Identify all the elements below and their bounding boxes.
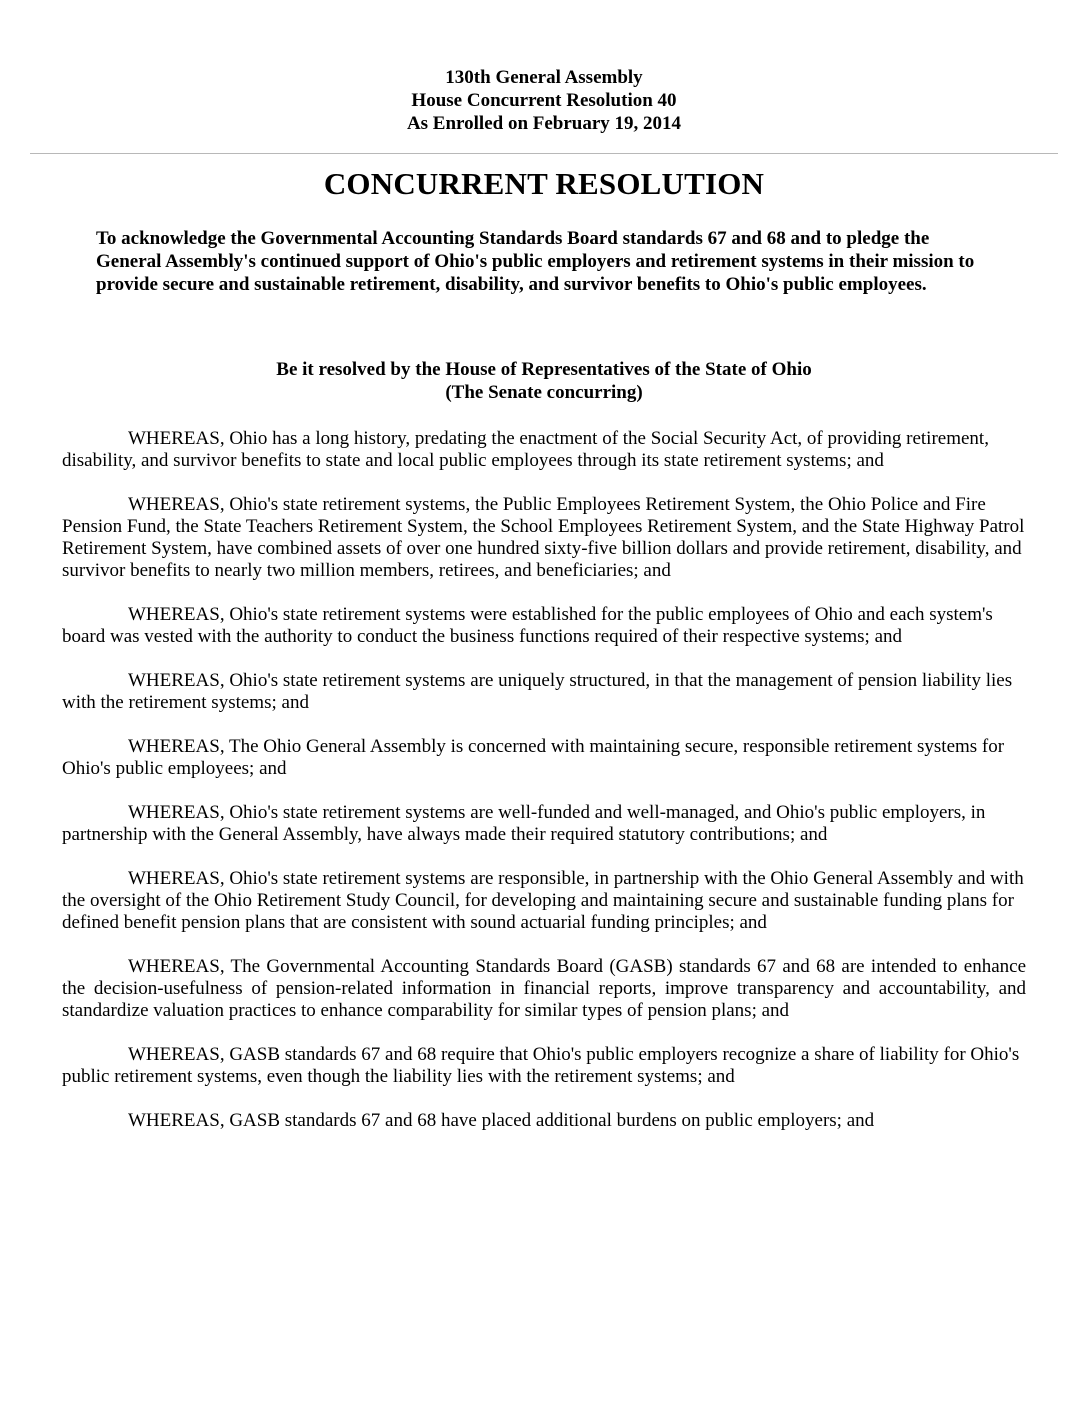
whereas-clause: WHEREAS, Ohio's state retirement systems are responsible, in partnership with the Ohio General Assembly and with the oversight of the Ohio Retirement Study Council, for developing and maintaining secure and sustainable funding plans for defined benefit pension plans that are consistent with sound actuarial funding principles; and [62,868,1024,933]
document-header [0,66,1088,135]
whereas-clause: WHEREAS, The Ohio General Assembly is concerned with maintaining secure, responsible retirement systems for Ohio's public employees; and [62,736,1005,779]
resolution-number: House Concurrent Resolution 40 [411,90,677,111]
senate-concurring-line: (The Senate concurring) [445,382,643,403]
whereas-clause: WHEREAS, Ohio's state retirement systems are well-funded and well-managed, and Ohio's public employers, in partnership with the General Assembly, have always made their required statutory contributions; and [62,802,986,845]
whereas-clause: WHEREAS, Ohio has a long history, predating the enactment of the Social Security Act, of providing retirement, disability, and survivor benefits to state and local public employees through its state retirement systems; and [62,428,989,471]
whereas-clause: WHEREAS, Ohio's state retirement systems are uniquely structured, in that the management of pension liability lies with the retirement systems; and [62,670,1013,713]
whereas-clause: WHEREAS, GASB standards 67 and 68 require that Ohio's public employers recognize a share of liability for Ohio's public retirement systems, even though the liability lies with the retirement systems; and [62,1044,1020,1087]
whereas-clause: WHEREAS, GASB standards 67 and 68 have placed additional burdens on public employers; and [128,1110,875,1131]
assembly-line: 130th General Assembly [445,67,643,88]
whereas-clause: WHEREAS, The Governmental Accounting Standards Board (GASB) standards 67 and 68 are intended to enhance the decision-usefulness of pension-related information in financial reports, improve transparency and accountability, and standardize valuation practices to enhance comparability for similar types of pension plans; and [62,956,1026,1021]
document-title: CONCURRENT RESOLUTION [323,166,765,201]
resolving-clause-line: Be it resolved by the House of Representatives of the State of Ohio [276,359,812,380]
whereas-clause: WHEREAS, Ohio's state retirement systems were established for the public employees of Ohio and each system's board was vested with the authority to conduct the business functions required of their respective systems; and [62,604,993,647]
whereas-clauses [62,428,1026,1154]
purpose-statement: To acknowledge the Governmental Accounting Standards Board standards 67 and 68 and to pledge the General Assembly's continued support of Ohio's public employers and retirement systems in their mission to provide secure and sustainable retirement, disability, and survivor benefits to Ohio's public employees. [96,228,975,295]
whereas-clause: WHEREAS, Ohio's state retirement systems, the Public Employees Retirement System, the Ohio Police and Fire Pension Fund, the State Teachers Retirement System, the School Employees Retirement System, and the State Highway Patrol Retirement System, have combined assets of over one hundred sixty-five billion dollars and provide retirement, disability, and survivor benefits to nearly two million members, retirees, and beneficiaries; and [62,494,1025,581]
header-divider [30,153,1058,154]
enrollment-status: As Enrolled on February 19, 2014 [406,113,682,134]
resolving-clause [0,358,1088,404]
